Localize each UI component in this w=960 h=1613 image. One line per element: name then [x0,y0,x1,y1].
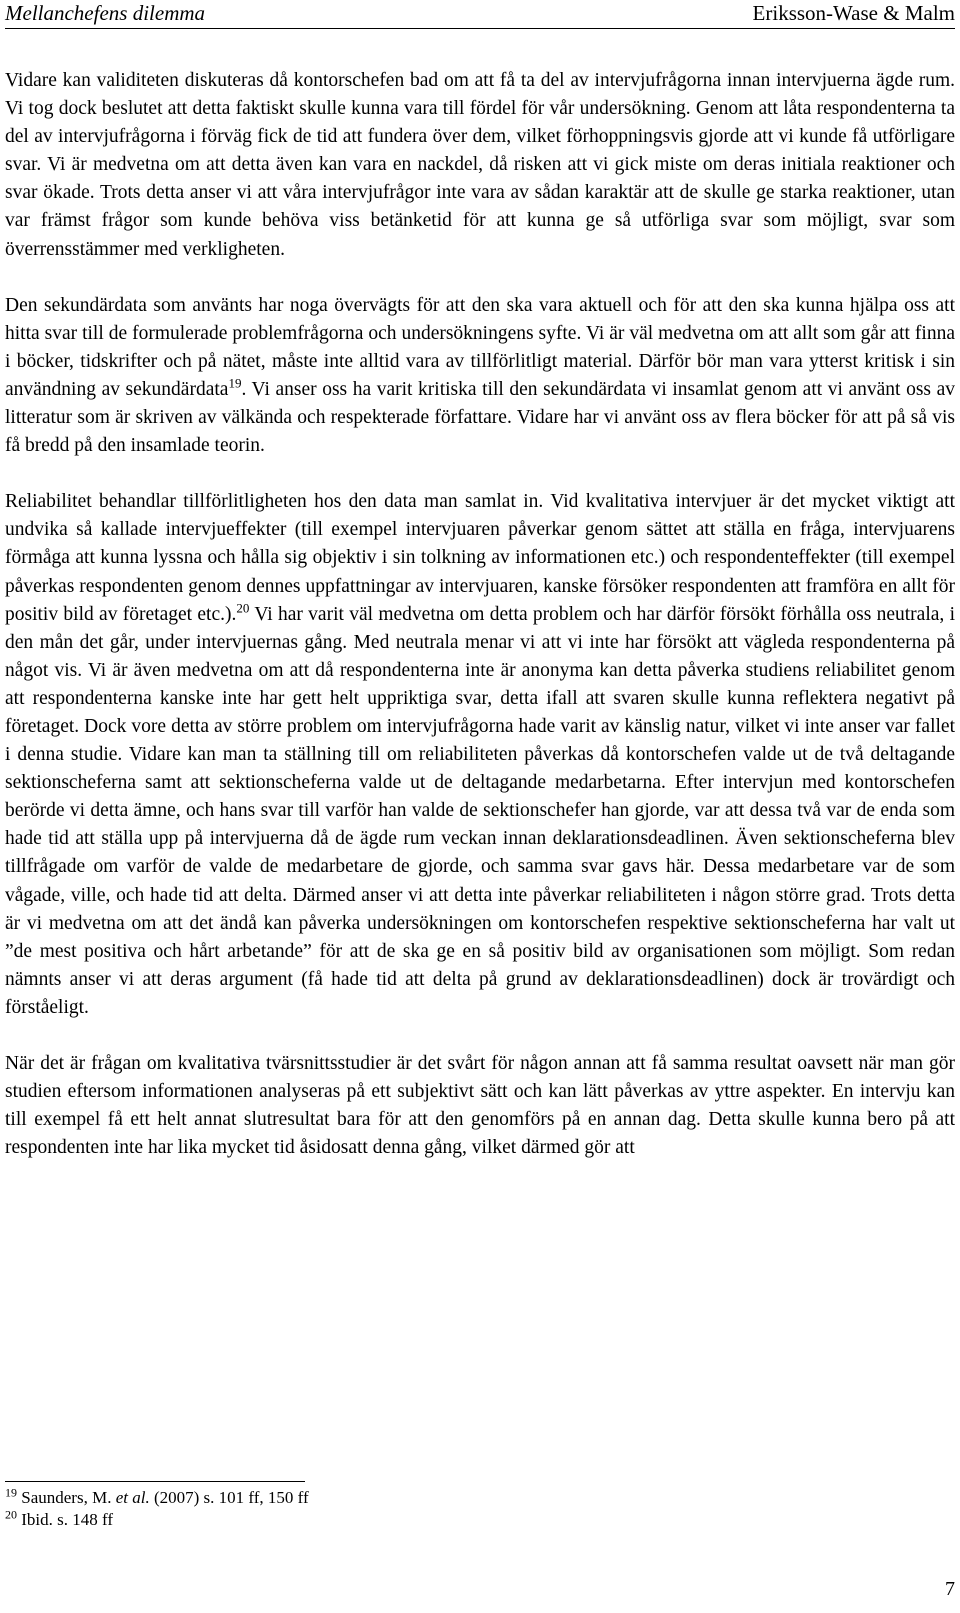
paragraph-text: Den sekundärdata som använts har noga övervägts för att den ska vara aktuell och för att den ska kunna hjälpa oss att hitta svar till de formulerade problemfrågorna och undersökningens syfte. Vi är väl medvetna om att allt som går att finna i böcker, tidskrifter och på nätet, måste inte alltid vara av tillförlitligt material. Därför bör man vara ytterst kritisk i sin användning av sekundärdata [5,294,955,400]
footnote-reference: 19 [228,375,242,391]
footnote-text: Ibid. s. 148 ff [17,1510,114,1529]
header-title: Mellanchefens dilemma [5,1,206,25]
footnote-reference: 20 [236,600,250,616]
footnote-separator [5,1481,305,1482]
paragraph [5,292,955,461]
footnote-text: (2007) s. 101 ff, 150 ff [149,1488,309,1507]
paragraph [5,1050,955,1162]
paragraph-text: . Vi anser oss ha varit kritiska till den sekundärdata vi insamlat genom att vi använt oss av litteratur som är skriven av välkända och respekterade författare. Vidare har vi använt oss av flera böcker för att på så vis få bredd på den insamlade teorin. [5,378,955,457]
footnote [5,1487,309,1509]
footnote-number: 19 [5,1485,17,1500]
footnote-number: 20 [5,1507,17,1522]
header-authors: Eriksson-Wase & Malm [752,1,955,25]
footnote [5,1509,309,1531]
paragraph [5,67,955,264]
page-number: 7 [945,1578,955,1600]
footnote-text: Saunders, M. [17,1488,116,1507]
paragraph-text: Vidare kan validiteten diskuteras då kontorschefen bad om att få ta del av intervjufrågorna innan intervjuerna ägde rum. Vi tog dock beslutet att detta faktiskt skulle kunna vara till fördel för vår undersökning. Genom att låta respondenterna ta del av intervjufrågorna i förväg fick de tid att fundera över dem, vilket förhoppningsvis gjorde att vi kunde få utförligare svar. Vi är medvetna om att detta även kan vara en nackdel, då risken att vi gick miste om deras initiala reaktioner och svar ökade. Trots detta anser vi att våra intervjufrågor inte vara av sådan karaktär att de skulle ge starka reaktioner, utan var främst frågor som kunde behöva viss betänketid för att kunna ge så utförliga svar som möjligt, svar som överrensstämmer med verkligheten. [5,70,955,260]
body-text [5,67,955,1162]
footnote-text: et al. [115,1488,150,1507]
paragraph-text: Vi har varit väl medvetna om detta problem och har därför försökt förhålla oss neutrala, i den mån det går, under intervjuernas gång. Med neutrala menar vi att vi inte har försökt att vägleda respondenterna på något vis. Vi är även medvetna om att då respondenterna inte är anonyma kan detta påverka studiens reliabilitet genom att respondenterna kanske inte har gett helt uppriktiga svar, detta ifall att svaren skulle kunna reflektera negativt på företaget. Dock vore detta av större problem om intervjufrågorna hade varit av känslig natur, vilket vi inte anser var fallet i denna studie. Vidare kan man ta ställning till om reliabiliteten påverkas då kontorschefen valde ut de två deltagande sektionscheferna samt att sektionscheferna valde ut de deltagande medarbetarna. Efter intervjun med kontorschefen berörde vi detta ämne, och hans svar till varför han valde de sektionschefer han gjorde, var att dessa två var de enda som hade tid att ställa upp på intervjuerna då de ägde rum veckan innan deklarationsdeadlinen. Även sektionscheferna blev tillfrågade om varför de valde de medarbetare de gjorde, och samma svar gavs här. Dessa medarbetare var de som vågade, ville, och hade tid att delta. Därmed anser vi att detta inte påverkar reliabiliteten i någon större grad. Trots detta är vi medvetna om att det ändå kan påverka undersökningen om kontorschefen respektive sektionscheferna har valt ut ”de mest positiva och hårt arbetande” för att de ska ge en så positiv bild av organisationen som möjligt. Som redan nämnts anser vi att deras argument (få hade tid att delta på grund av deklarationsdeadlinen) dock är trovärdigt och förståeligt. [5,603,955,1018]
paragraph-text: Reliabilitet behandlar tillförlitligheten hos den data man samlat in. Vid kvalitativa intervjuer är det mycket viktigt att undvika så kallade intervjueffekter (till exempel intervjuaren påverkar genom sättet att ställa en fråga, intervjuarens förmåga att kunna lyssna och hålla sig objektiv i sin tolkning av informationen etc.) och respondenteffekter (till exempel påverkas respondenten genom dennes uppfattningar av intervjuaren, kanske försöker respondenten att framföra en allt för positiv bild av företaget etc.). [5,491,955,625]
paragraph-text: När det är frågan om kvalitativa tvärsnittsstudier är det svårt för någon annan att få samma resultat oavsett när man gör studien eftersom informationen analyseras på ett subjektivt sätt och kan lätt påverkas av yttre aspekter. En intervju kan till exempel få ett helt annat slutresultat bara för att den genomförs på en annan dag. Detta skulle kunna bero på att respondenten inte har lika mycket tid åsidosatt denna gång, vilket därmed gör att [5,1053,955,1159]
running-header [5,0,955,29]
paragraph [5,488,955,1022]
footnotes [5,1487,309,1531]
